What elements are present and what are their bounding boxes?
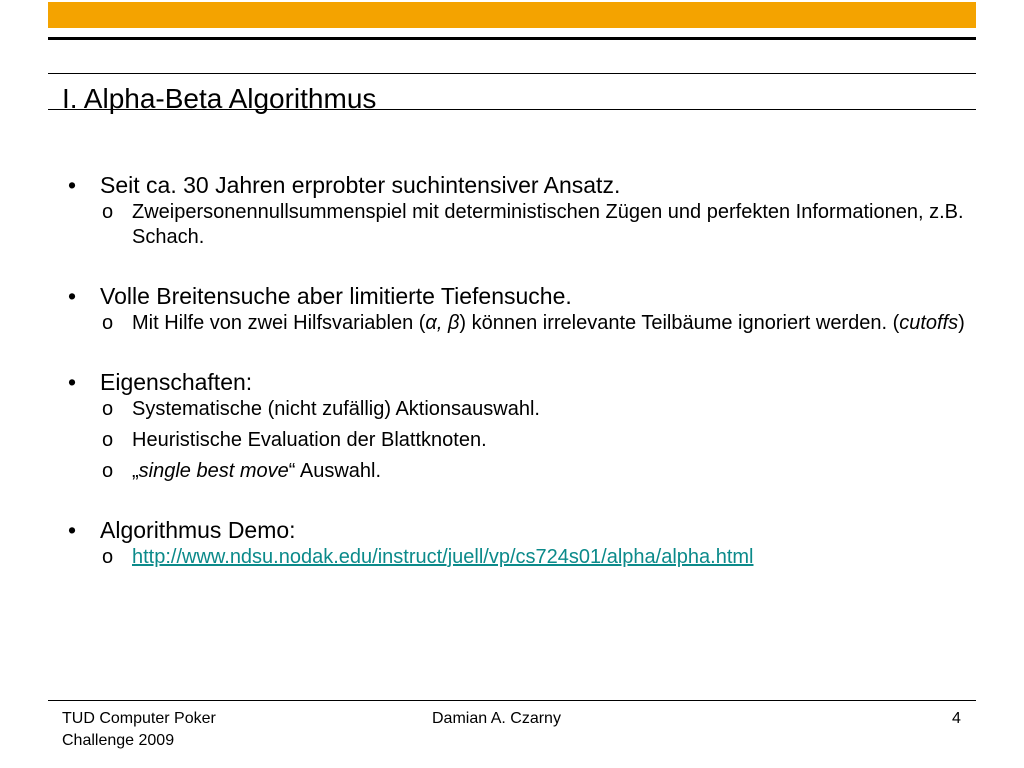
page-number: 4 [952,710,961,727]
circle-bullet-icon: o [102,201,114,223]
circle-bullet-icon: o [102,398,114,420]
bullet-text: Algorithmus Demo: [100,517,296,543]
footer-course-line: TUD Computer Poker [62,710,216,727]
bullet-dot-icon: • [68,283,77,309]
greek-variables: α, β [425,312,460,334]
bullet-dot-icon: • [68,172,77,198]
header-accent-bar [48,2,976,28]
quote-close: “ Auswahl. [288,460,382,482]
spacer [68,484,978,515]
bullet-text: Eigenschaften: [100,369,253,395]
sub-item [68,459,978,484]
spacer [68,250,978,281]
slide-title: I. Alpha-Beta Algorithmus [62,83,377,114]
header-rule [48,37,976,40]
bullet-text: Seit ca. 30 Jahren erprobter suchintensiver Ansatz. [100,172,621,198]
sub-text [132,312,965,334]
footer-rule [48,700,976,701]
footer-author: Damian A. Czarny [432,710,561,727]
demo-link[interactable]: http://www.ndsu.nodak.edu/instruct/juell/vp/cs724s01/alpha/alpha.html [132,546,754,568]
bullet-item [68,281,978,311]
footer-course [62,708,322,752]
cutoffs-term: cutoffs [899,312,959,334]
bullet-dot-icon: • [68,369,77,395]
title-top-rule [48,73,976,74]
spacer [68,336,978,367]
bullet-item [68,515,978,545]
sub-text-part: ) können irrelevante Teilbäume ignoriert werden. ( [459,312,900,334]
bullet-text: Volle Breitensuche aber limitierte Tiefensuche. [100,283,572,309]
single-best-move-term: single best move [138,460,289,482]
sub-text: Heuristische Evaluation der Blattknoten. [132,429,487,451]
bullet-item [68,367,978,397]
sub-text [132,460,381,482]
quote-open: „ [132,460,139,482]
circle-bullet-icon: o [102,312,114,334]
sub-text: Zweipersonennullsummenspiel mit deterministischen Zügen und perfekten Informationen, z.B. Schach. [132,201,964,248]
bullet-dot-icon: • [68,517,77,543]
sub-text-part: Mit Hilfe von zwei Hilfsvariablen ( [132,312,426,334]
circle-bullet-icon: o [102,546,114,568]
sub-item [68,200,978,250]
bullet-item [68,170,978,200]
circle-bullet-icon: o [102,429,114,451]
sub-item [68,397,978,422]
sub-item [68,311,978,336]
sub-item [68,428,978,453]
slide-content [68,170,978,570]
footer-course-line: Challenge 2009 [62,732,175,749]
sub-text: Systematische (nicht zufällig) Aktionsauswahl. [132,398,540,420]
sub-item [68,545,978,570]
circle-bullet-icon: o [102,460,114,482]
sub-text-part: ) [958,312,965,334]
